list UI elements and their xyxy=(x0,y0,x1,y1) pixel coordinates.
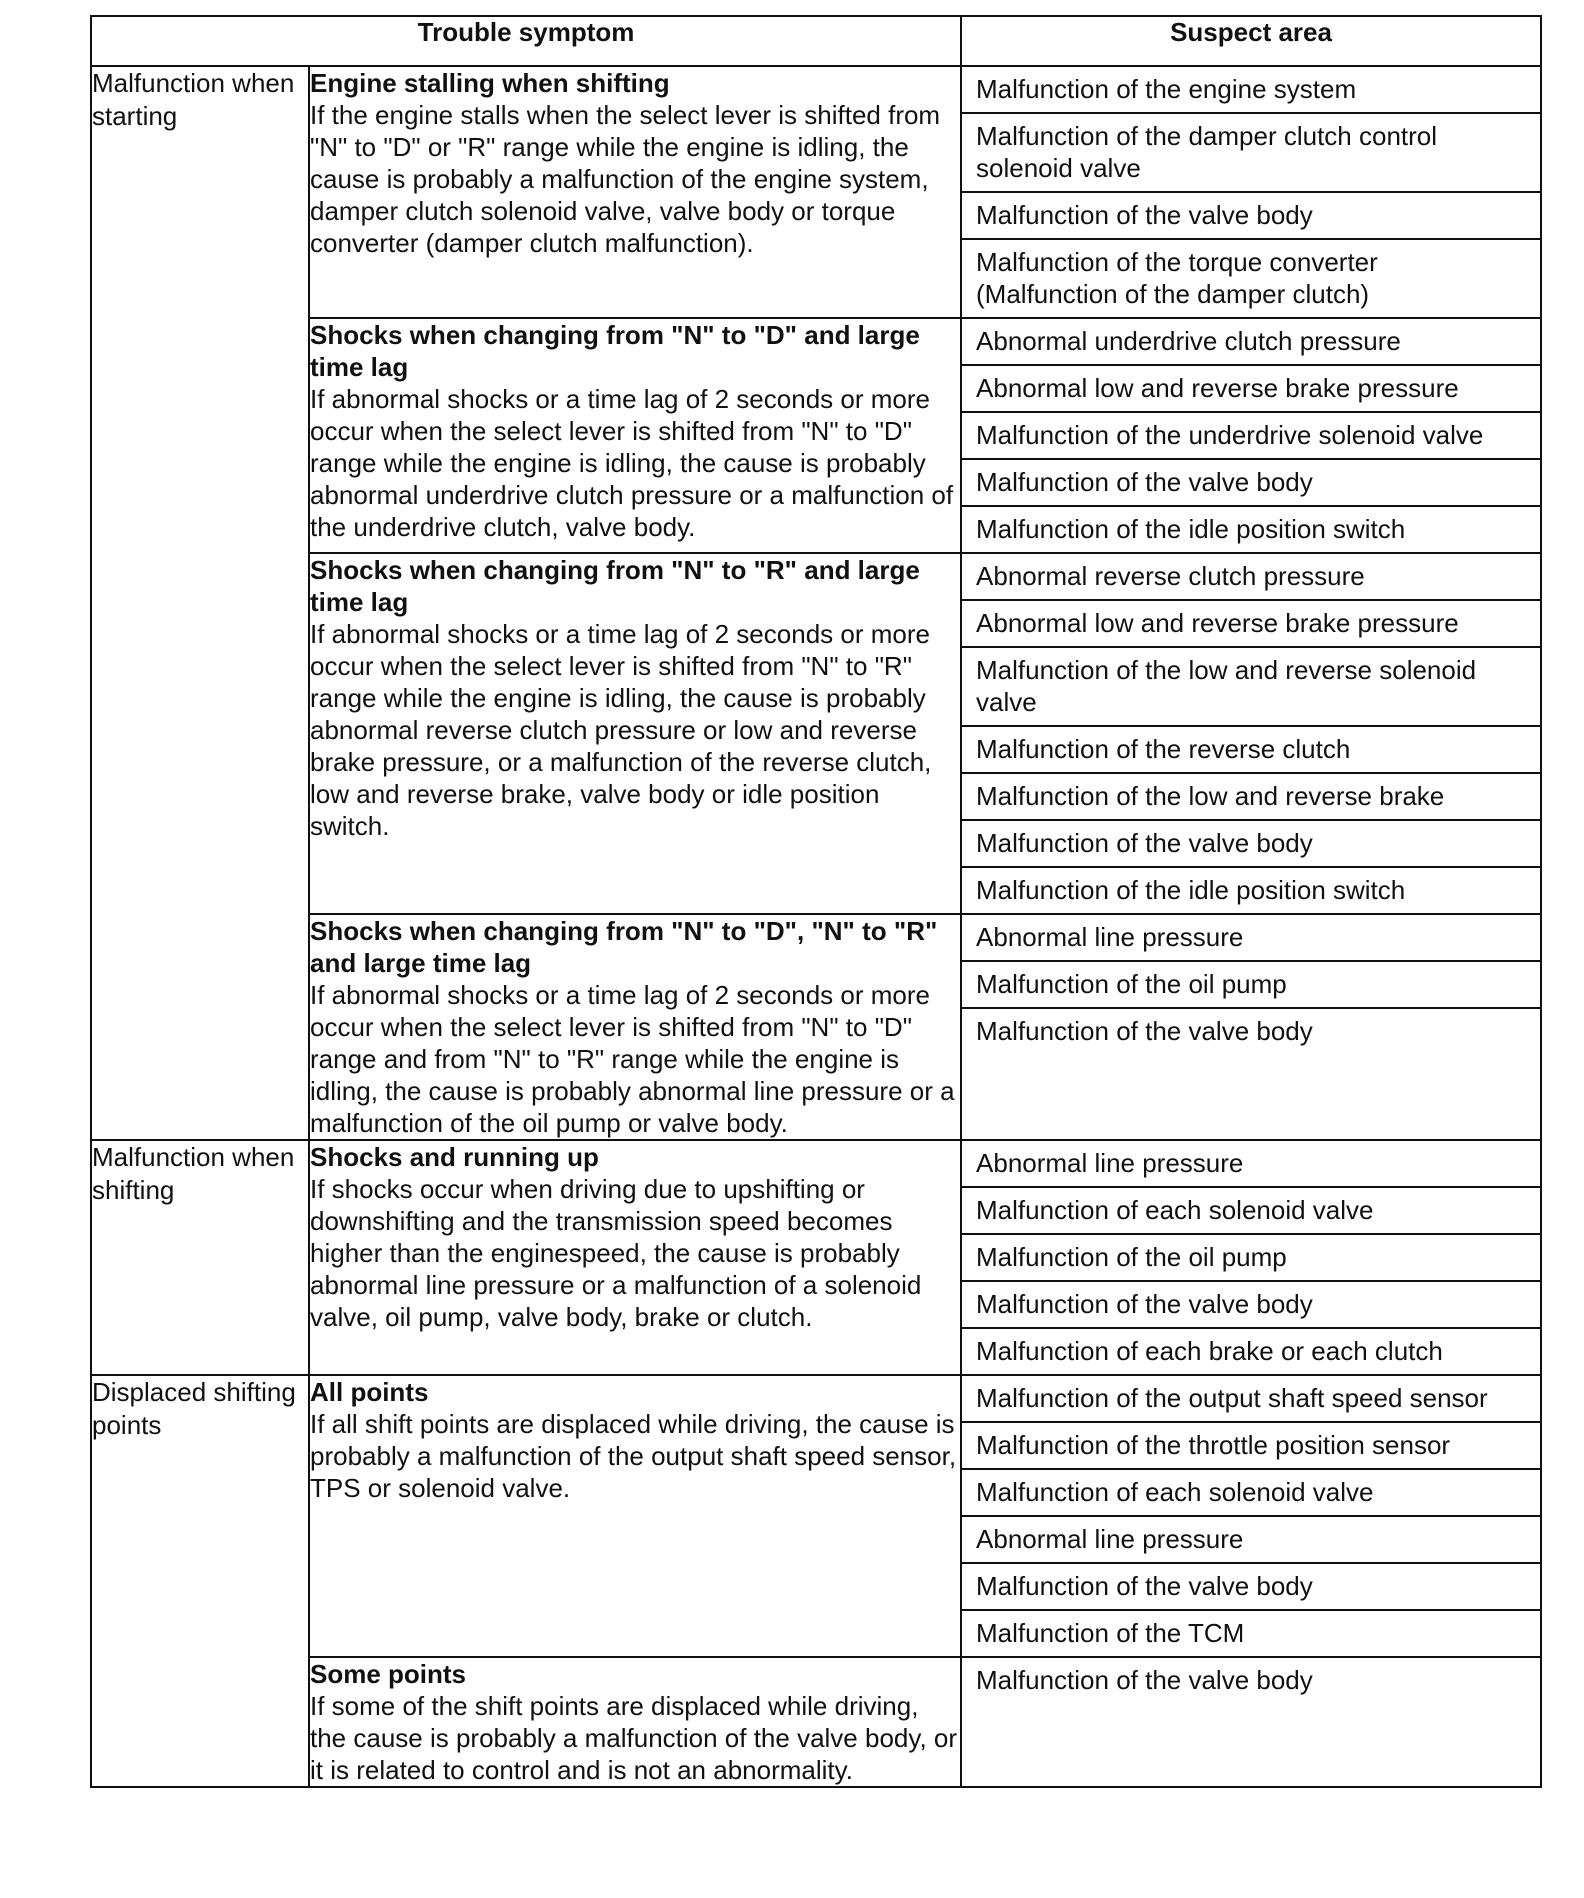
suspect-item: Malfunction of the damper clutch control solenoid valve xyxy=(962,114,1540,193)
suspect-item: Malfunction of the reverse clutch xyxy=(962,727,1540,774)
suspect-item: Malfunction of the idle position switch xyxy=(976,875,1406,905)
symptom-description: If shocks occur when driving due to upshifting or downshifting and the transmission speed becomes higher than the enginespeed, the cause is probably abnormal line pressure or a malfunction of a solenoid valve, oil pump, valve body, brake or clutch. xyxy=(310,1174,922,1332)
table-header-row xyxy=(91,16,1541,66)
symptom-title: Shocks and running up xyxy=(310,1142,599,1172)
category-displaced-shifting-points: Displaced shifting points xyxy=(91,1375,309,1787)
suspect-item: Malfunction of the valve body xyxy=(976,1016,1313,1046)
symptom-title: Some points xyxy=(310,1659,467,1689)
symptom-title: Engine stalling when shifting xyxy=(310,68,670,98)
suspect-item: Malfunction of the engine system xyxy=(962,67,1540,114)
symptom-description: If all shift points are displaced while driving, the cause is probably a malfunction of the output shaft speed sensor, TPS or solenoid valve. xyxy=(310,1409,957,1503)
suspect-item: Malfunction of the valve body xyxy=(962,821,1540,868)
symptom-cell xyxy=(309,914,961,1140)
suspect-item: Abnormal low and reverse brake pressure xyxy=(962,601,1540,648)
suspect-cell xyxy=(961,318,1541,553)
table-row xyxy=(91,1140,1541,1375)
troubleshooting-document xyxy=(90,15,1540,1788)
suspect-item: Abnormal line pressure xyxy=(962,1517,1540,1564)
suspect-item: Malfunction of the valve body xyxy=(976,1665,1313,1695)
symptom-cell xyxy=(309,1375,961,1657)
table-row xyxy=(91,1375,1541,1657)
symptom-description: If the engine stalls when the select lever is shifted from "N" to "D" or "R" range while the engine is idling, the cause is probably a malfunction of the engine system, damper clutch solenoid valve, valve body or torque converter (damper clutch malfunction). xyxy=(310,100,941,258)
suspect-item: Malfunction of the low and reverse brake xyxy=(962,774,1540,821)
symptom-title: Shocks when changing from "N" to "R" and large time lag xyxy=(310,555,920,617)
symptom-description: If abnormal shocks or a time lag of 2 seconds or more occur when the select lever is shifted from "N" to "D" range while the engine is idling, the cause is probably abnormal underdrive clutch pressure or a malfunction of the underdrive clutch, valve body. xyxy=(310,384,954,542)
suspect-item: Malfunction of the output shaft speed sensor xyxy=(962,1376,1540,1423)
suspect-item: Malfunction of each brake or each clutch xyxy=(976,1336,1443,1366)
suspect-item: Malfunction of the low and reverse solenoid valve xyxy=(962,648,1540,727)
suspect-item: Abnormal line pressure xyxy=(962,915,1540,962)
suspect-cell xyxy=(961,914,1541,1140)
category-malfunction-when-starting: Malfunction when starting xyxy=(91,66,309,1140)
header-trouble-symptom: Trouble symptom xyxy=(91,16,961,66)
suspect-item: Malfunction of the valve body xyxy=(962,460,1540,507)
table-row xyxy=(91,553,1541,914)
suspect-item: Malfunction of each solenoid valve xyxy=(962,1188,1540,1235)
suspect-item: Malfunction of the TCM xyxy=(976,1618,1245,1648)
suspect-item: Malfunction of each solenoid valve xyxy=(962,1470,1540,1517)
suspect-item: Abnormal underdrive clutch pressure xyxy=(962,319,1540,366)
suspect-item: Abnormal reverse clutch pressure xyxy=(962,554,1540,601)
symptom-description: If abnormal shocks or a time lag of 2 seconds or more occur when the select lever is shifted from "N" to "R" range while the engine is idling, the cause is probably abnormal reverse clutch pressure or low and reverse brake pressure, or a malfunction of the reverse clutch, low and reverse brake, valve body or idle position switch. xyxy=(310,619,932,841)
suspect-cell xyxy=(961,1140,1541,1375)
table-row xyxy=(91,1657,1541,1787)
suspect-item: Malfunction of the oil pump xyxy=(962,962,1540,1009)
suspect-item: Malfunction of the torque converter (Malfunction of the damper clutch) xyxy=(976,247,1378,309)
category-malfunction-when-shifting: Malfunction when shifting xyxy=(91,1140,309,1375)
symptom-description: If some of the shift points are displaced while driving, the cause is probably a malfunction of the valve body, or it is related to control and is not an abnormality. xyxy=(310,1691,958,1785)
table-row xyxy=(91,914,1541,1140)
symptom-title: All points xyxy=(310,1377,429,1407)
suspect-item: Malfunction of the valve body xyxy=(962,1564,1540,1611)
suspect-item: Malfunction of the valve body xyxy=(962,1282,1540,1329)
suspect-item: Malfunction of the throttle position sensor xyxy=(962,1423,1540,1470)
symptom-title: Shocks when changing from "N" to "D", "N" to "R" and large time lag xyxy=(310,916,938,978)
symptom-cell xyxy=(309,1657,961,1787)
trouble-symptom-table xyxy=(90,15,1542,1788)
suspect-item: Malfunction of the underdrive solenoid valve xyxy=(962,413,1540,460)
suspect-cell xyxy=(961,66,1541,318)
suspect-item: Malfunction of the oil pump xyxy=(962,1235,1540,1282)
symptom-cell xyxy=(309,66,961,318)
symptom-description: If abnormal shocks or a time lag of 2 seconds or more occur when the select lever is shifted from "N" to "D" range and from "N" to "R" range while the engine is idling, the cause is probably abnormal line pressure or a malfunction of the oil pump or valve body. xyxy=(310,980,955,1138)
suspect-cell xyxy=(961,553,1541,914)
symptom-cell xyxy=(309,318,961,553)
symptom-cell xyxy=(309,553,961,914)
suspect-item: Malfunction of the valve body xyxy=(962,193,1540,240)
table-row xyxy=(91,318,1541,553)
table-row xyxy=(91,66,1541,318)
suspect-item: Malfunction of the idle position switch xyxy=(976,514,1406,544)
suspect-item: Abnormal line pressure xyxy=(962,1141,1540,1188)
suspect-item: Abnormal low and reverse brake pressure xyxy=(962,366,1540,413)
symptom-cell xyxy=(309,1140,961,1375)
suspect-cell xyxy=(961,1657,1541,1787)
header-suspect-area: Suspect area xyxy=(961,16,1541,66)
suspect-cell xyxy=(961,1375,1541,1657)
symptom-title: Shocks when changing from "N" to "D" and large time lag xyxy=(310,320,920,382)
